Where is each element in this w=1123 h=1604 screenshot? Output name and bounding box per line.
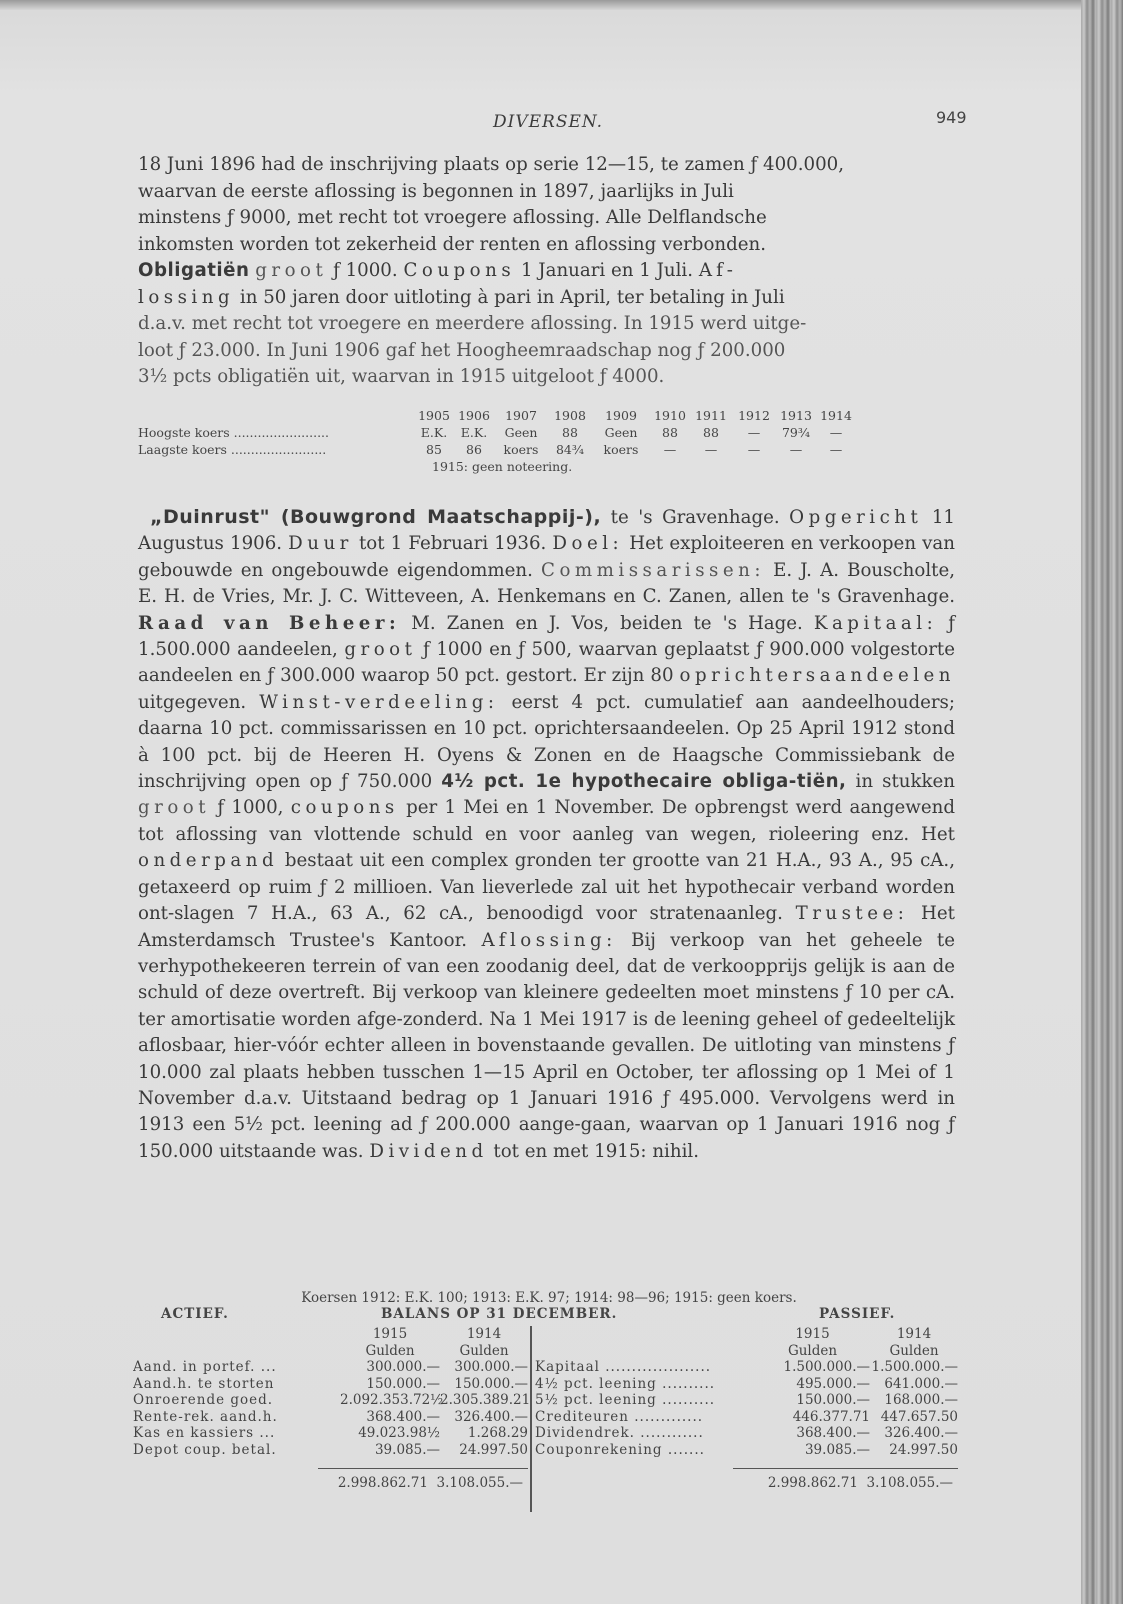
row-label: Crediteuren ............. bbox=[535, 1408, 704, 1425]
page-header bbox=[0, 108, 1083, 138]
kapitaal-label: Kapitaal: bbox=[813, 612, 938, 634]
koers-note: 1915: geen noteering. bbox=[432, 459, 573, 474]
year-cell: 1910 bbox=[654, 408, 686, 423]
koersen-line: Koersen 1912: E.K. 100; 1913: E.K. 97; 1914: 98—96; 1915: geen koers. bbox=[301, 1290, 797, 1306]
passief-row bbox=[535, 1392, 958, 1409]
groot-label: groot bbox=[344, 639, 417, 661]
page-number: 949 bbox=[936, 108, 967, 127]
intro-paragraph bbox=[138, 152, 955, 391]
value-1914: 1.500.000.— bbox=[871, 1359, 958, 1375]
row-label: Onroerende goed. bbox=[133, 1392, 274, 1408]
passief-row bbox=[535, 1409, 958, 1426]
value-cell: Geen bbox=[604, 425, 638, 440]
spacer bbox=[133, 1326, 340, 1343]
text-line: 18 Juni 1896 had de inschrijving plaats op serie 12—15, te zamen ƒ 400.000, bbox=[138, 154, 845, 175]
total-1914: 3.108.055.— bbox=[866, 1475, 953, 1491]
koers-row-hoogste bbox=[138, 424, 958, 441]
year-cell: 1911 bbox=[695, 408, 727, 423]
value-cell: koers bbox=[603, 442, 639, 457]
value-1914: 150.000.— bbox=[454, 1375, 528, 1392]
spacer bbox=[535, 1343, 755, 1360]
value-cell: E.K. bbox=[420, 425, 448, 440]
company-entry-duinrust bbox=[138, 504, 955, 1165]
text-span: 1 Januari en 1 Juli. bbox=[515, 260, 699, 281]
year-cell: 1906 bbox=[458, 408, 490, 423]
text-span: in 50 jaren door uitloting à pari in April, ter betaling in Juli bbox=[234, 286, 785, 308]
dividend-value: tot en met 1915: nihil. bbox=[487, 1140, 699, 1162]
total-1915: 2.998.862.71 bbox=[767, 1475, 858, 1491]
value-1914: 300.000.— bbox=[454, 1359, 528, 1375]
text-span: in stukken bbox=[846, 771, 956, 793]
year-cell: 1914 bbox=[820, 408, 852, 423]
row-label: Kapitaal .................... bbox=[535, 1359, 712, 1375]
value-cell: — bbox=[829, 425, 843, 440]
value-1915: 495.000.— bbox=[796, 1375, 870, 1392]
value-cell: — bbox=[747, 425, 761, 440]
text-line: waarvan de eerste aflossing is begonnen in 1897, jaarlijks in Juli bbox=[138, 180, 734, 202]
page-top-edge bbox=[0, 0, 1123, 10]
unit-label: Gulden bbox=[889, 1342, 939, 1359]
value-1915: 368.400.— bbox=[796, 1425, 870, 1441]
groot-label: groot bbox=[138, 797, 211, 819]
row-label: Dividendrek. ............ bbox=[535, 1425, 704, 1441]
value-1915: 150.000.— bbox=[366, 1375, 440, 1392]
onderpand-value: bestaat uit een complex gronden ter grootte van 21 H.A., 93 A., 95 cA., getaxeerd op ruim ƒ 2 millioen. Van lieverlede zal uit het hypothecair verband worden ont-slagen 7 H.A., 63 A., 62 cA., benoodigd voor stratenaanleg. bbox=[138, 850, 955, 925]
spacer bbox=[535, 1326, 755, 1343]
year-header-row bbox=[133, 1326, 528, 1343]
text-span: ƒ 1000, bbox=[210, 797, 291, 819]
duur-label: Duur bbox=[288, 533, 353, 555]
oprichters-label: oprichtersaandeelen bbox=[679, 665, 955, 687]
text-line: loot ƒ 23.000. In Juni 1906 gaf het Hoogheemraadschap nog ƒ 200.000 bbox=[138, 339, 786, 361]
koers-table bbox=[138, 407, 958, 475]
value-1915: 39.085.— bbox=[374, 1441, 440, 1458]
text-span: per 1 Mei en 1 November. De opbrengst werd aangewend tot aflossing van vlottende schuld en voor aanleg van wegen, rioleering enz. Het bbox=[138, 797, 955, 845]
value-cell: — bbox=[663, 442, 677, 457]
obligatien-heading: Obligatiën bbox=[138, 260, 250, 281]
aflossing-value: Bij verkoop van het geheele te verhypothekeeren terrein of van een zoodanig deel, dat de verkoopprijs gelijk is aan de schuld of deze overtreft. Bij verkoop van kleinere gedeelten moet minstens ƒ 10 per cA. ter amortisatie worden afge-zonderd. Na 1 Mei 1917 is de leening geheel of gedeeltelijk aflosbaar, hier-vóór echter alleen in bovenstaande gevallen. De uitloting van minstens ƒ 10.000 zal plaats hebben tusschen 1—15 April en October, ter aflossing op 1 Mei of 1 November d.a.v. Uitstaand bedrag op 1 Januari 1916 ƒ 495.000. Vervolgens werd in 1913 een 5½ pct. leening ad ƒ 200.000 aange-gaan, waarvan op 1 Januari 1916 nog ƒ 150.000 uitstaande was. bbox=[138, 929, 955, 1162]
empty-label bbox=[138, 407, 414, 424]
trustee-label: Trustee: bbox=[795, 903, 909, 925]
spacer bbox=[138, 458, 432, 475]
hypothecaire-obligatien-heading: 4½ pct. 1e hypothecaire obliga-tiën, bbox=[441, 771, 847, 793]
year-cell: 1907 bbox=[505, 408, 537, 423]
value-1915: 300.000.— bbox=[366, 1359, 440, 1375]
text-line: 3½ pcts obligatiën uit, waarvan in 1915 uitgeloot ƒ 4000. bbox=[138, 366, 665, 387]
raad-value: M. Zanen en J. Vos, beiden te 's Hage. bbox=[400, 612, 814, 634]
winstverdeeling-value: eerst 4 pct. cumulatief aan aandeelhouders; daarna 10 pct. commissarissen en 10 pct. oprichtersaandeelen. Op 25 April 1912 stond à 100 pct. bij de Heeren H. Oyens & Zonen en de Haagsche Commissiebank de inschrijving open op ƒ 750.000 bbox=[138, 691, 956, 793]
value-1915: 39.085.— bbox=[804, 1441, 870, 1458]
unit-label: Gulden bbox=[787, 1342, 838, 1359]
dividend-label: Dividend bbox=[369, 1140, 488, 1162]
row-label: Aand.h. te storten bbox=[133, 1375, 275, 1392]
value-1915: 49.023.98½ bbox=[358, 1425, 440, 1441]
actief-row bbox=[133, 1442, 528, 1459]
text-line bbox=[138, 258, 955, 285]
coupons-label: Coupons bbox=[403, 260, 516, 281]
duur-value: tot 1 Februari 1936. bbox=[352, 533, 553, 555]
balance-divider bbox=[530, 1326, 532, 1512]
year-1915: 1915 bbox=[795, 1326, 830, 1342]
value-1915: 368.400.— bbox=[366, 1408, 440, 1425]
total-1914: 3.108.055.— bbox=[436, 1475, 523, 1491]
doel-value: Het exploiteeren en verkoopen van gebouwde en ongebouwde eigendommen. bbox=[138, 533, 955, 581]
koers-row-laagste bbox=[138, 441, 958, 458]
aflossing-label: lossing bbox=[138, 286, 235, 308]
actief-row bbox=[133, 1376, 528, 1393]
aflossing-label: Af- bbox=[698, 260, 738, 281]
value-1914: 24.997.50 bbox=[459, 1441, 528, 1458]
year-cell: 1908 bbox=[554, 408, 586, 423]
value-1915: 446.377.71 bbox=[792, 1408, 870, 1425]
actief-total-row bbox=[318, 1468, 528, 1492]
year-cell: 1909 bbox=[605, 408, 637, 423]
passief-row bbox=[535, 1442, 958, 1459]
text-line bbox=[138, 285, 955, 312]
value-1914: 1.268.29 bbox=[467, 1425, 528, 1441]
total-1915: 2.998.862.71 bbox=[337, 1475, 428, 1491]
actief-row bbox=[133, 1359, 528, 1376]
passief-total-row bbox=[733, 1468, 958, 1492]
passief-row bbox=[535, 1359, 958, 1376]
value-cell: — bbox=[789, 442, 803, 457]
value-1914: 24.997.50 bbox=[889, 1441, 958, 1458]
row-label: 4½ pct. leening .......... bbox=[535, 1375, 716, 1392]
row-label: Aand. in portef. ... bbox=[133, 1359, 277, 1375]
row-label: Laagste koers ........................ bbox=[138, 442, 327, 457]
value-cell: Geen bbox=[504, 425, 538, 440]
unit-label: Gulden bbox=[365, 1342, 415, 1359]
year-cell: 1912 bbox=[738, 408, 770, 423]
winstverdeeling-label: Winst-verdeeling: bbox=[259, 691, 499, 713]
row-label: 5½ pct. leening .......... bbox=[535, 1392, 716, 1408]
text-line: inkomsten worden tot zekerheid der renten en aflossing verbonden. bbox=[138, 233, 767, 255]
year-1915: 1915 bbox=[372, 1326, 408, 1342]
row-label: Rente-rek. aand.h. bbox=[133, 1408, 278, 1425]
passief-column bbox=[535, 1326, 958, 1492]
spacer bbox=[133, 1343, 340, 1360]
running-title: DIVERSEN. bbox=[493, 112, 604, 132]
koers-year-row bbox=[138, 407, 958, 424]
row-label: Kas en kassiers ... bbox=[133, 1425, 276, 1441]
actief-row bbox=[133, 1409, 528, 1426]
value-cell: — bbox=[747, 442, 761, 457]
year-cell: 1905 bbox=[418, 408, 450, 423]
balance-title: BALANS OP 31 DECEMBER. bbox=[381, 1306, 618, 1322]
coupons-label: coupons bbox=[290, 797, 399, 819]
row-label: Hoogste koers ........................ bbox=[138, 425, 329, 440]
value-cell: 88 bbox=[562, 425, 578, 440]
value-1914: 641.000.— bbox=[884, 1375, 958, 1392]
value-1914: 326.400.— bbox=[454, 1408, 528, 1425]
trustee-value: Het Amsterdamsch Trustee's Kantoor. bbox=[138, 903, 955, 951]
value-1915: 1.500.000.— bbox=[783, 1359, 870, 1375]
value-1914: 168.000.— bbox=[884, 1392, 958, 1408]
value-cell: 86 bbox=[466, 442, 482, 457]
groot-label: groot bbox=[255, 260, 328, 281]
text-span: ƒ 1000. bbox=[327, 260, 404, 281]
year-cell: 1913 bbox=[780, 408, 812, 423]
actief-row bbox=[133, 1392, 531, 1409]
value-cell: 88 bbox=[662, 425, 678, 440]
value-cell: — bbox=[704, 442, 718, 457]
value-1915: 150.000.— bbox=[796, 1392, 870, 1408]
passief-row bbox=[535, 1376, 958, 1393]
unit-header-row bbox=[133, 1343, 528, 1360]
actief-title: ACTIEF. bbox=[161, 1306, 229, 1322]
row-label: Depot coup. betal. bbox=[133, 1441, 277, 1458]
company-paragraph bbox=[138, 504, 955, 1165]
value-cell: E.K. bbox=[460, 425, 488, 440]
text-line: minstens ƒ 9000, met recht tot vroegere aflossing. Alle Delflandsche bbox=[138, 207, 767, 228]
value-cell: koers bbox=[503, 442, 539, 457]
passief-row bbox=[535, 1425, 958, 1442]
year-1914: 1914 bbox=[896, 1326, 932, 1342]
doel-label: Doel: bbox=[552, 533, 624, 555]
value-cell: 79¾ bbox=[781, 425, 811, 440]
opgericht-label: Opgericht bbox=[789, 507, 923, 528]
company-location: te 's Gravenhage. bbox=[601, 507, 780, 528]
onderpand-label: onderpand bbox=[138, 850, 279, 872]
actief-column bbox=[133, 1326, 531, 1492]
company-name: „Duinrust" (Bouwgrond Maatschappij-), bbox=[150, 506, 602, 528]
value-cell: 88 bbox=[703, 425, 719, 440]
kapitaal-value: uitgegeven. bbox=[138, 691, 260, 713]
balance-sheet bbox=[133, 1306, 958, 1491]
commissarissen-value: E. J. A. Bouscholte, E. H. de Vries, Mr. J. C. Witteveen, A. Henkemans en C. Zanen, allen te 's Gravenhage. bbox=[138, 559, 955, 608]
raad-label: Raad van Beheer: bbox=[138, 612, 401, 634]
value-1915: 2.092.353.72½ bbox=[340, 1392, 444, 1408]
kapitaal-value: ƒ 1.500.000 aandeelen, bbox=[138, 612, 955, 661]
year-1914: 1914 bbox=[466, 1326, 502, 1342]
value-cell: 84¾ bbox=[555, 442, 585, 457]
unit-header-row bbox=[535, 1343, 958, 1360]
balance-header bbox=[133, 1306, 958, 1324]
value-1914: 326.400.— bbox=[884, 1425, 958, 1441]
aflossing-label: Aflossing: bbox=[481, 929, 617, 951]
commissarissen-label: Commissarissen: bbox=[541, 559, 765, 581]
year-header-row bbox=[535, 1326, 958, 1343]
unit-label: Gulden bbox=[459, 1342, 509, 1359]
actief-row bbox=[133, 1425, 528, 1442]
value-1914: 2.305.389.21 bbox=[440, 1392, 531, 1408]
row-label: Couponrekening ....... bbox=[535, 1441, 705, 1458]
koers-note-row bbox=[138, 458, 958, 475]
value-cell: 85 bbox=[426, 442, 442, 457]
text-line: d.a.v. met recht tot vroegere en meerdere aflossing. In 1915 werd uitge- bbox=[138, 313, 807, 334]
passief-title: PASSIEF. bbox=[819, 1306, 896, 1322]
book-binding-edge bbox=[1081, 0, 1123, 1604]
value-1914: 447.657.50 bbox=[880, 1408, 958, 1425]
value-cell: — bbox=[829, 442, 843, 457]
kapitaal-value: ƒ 1000 en ƒ 500, waarvan geplaatst ƒ 900.000 volgestorte aandeelen en ƒ 300.000 waarop 50 pct. gestort. Er zijn 80 bbox=[138, 639, 955, 687]
opgericht-value: 11 Augustus 1906. bbox=[138, 507, 955, 555]
